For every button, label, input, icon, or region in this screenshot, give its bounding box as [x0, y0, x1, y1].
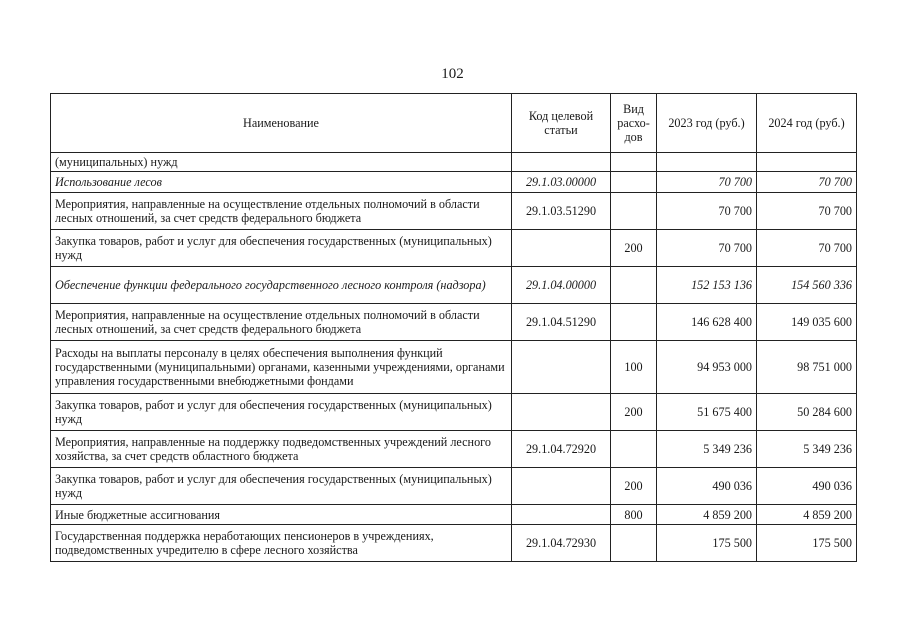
cell-kind: 800 — [611, 505, 657, 525]
cell-name: Закупка товаров, работ и услуг для обеспечения государственных (муниципальных) нужд — [51, 468, 512, 505]
cell-2023: 70 700 — [657, 193, 757, 230]
table-body — [51, 153, 857, 562]
cell-2023: 5 349 236 — [657, 431, 757, 468]
cell-2023: 94 953 000 — [657, 341, 757, 394]
cell-2024: 149 035 600 — [757, 304, 857, 341]
cell-2023: 146 628 400 — [657, 304, 757, 341]
table-row — [51, 505, 857, 525]
cell-kind — [611, 431, 657, 468]
page-number: 102 — [441, 66, 464, 82]
cell-code — [512, 505, 611, 525]
cell-2024: 98 751 000 — [757, 341, 857, 394]
table-row — [51, 153, 857, 172]
cell-name: Использование лесов — [51, 172, 512, 193]
cell-code: 29.1.03.00000 — [512, 172, 611, 193]
cell-code: 29.1.03.51290 — [512, 193, 611, 230]
cell-name: Закупка товаров, работ и услуг для обеспечения государственных (муниципальных) нужд — [51, 394, 512, 431]
cell-2023 — [657, 153, 757, 172]
table-header-row — [51, 94, 857, 153]
cell-name: Мероприятия, направленные на осуществление отдельных полномочий в области лесных отношений, за счет средств федерального бюджета — [51, 193, 512, 230]
header-kind: Вид расхо-дов — [611, 94, 657, 153]
cell-2023: 70 700 — [657, 230, 757, 267]
cell-2024: 5 349 236 — [757, 431, 857, 468]
cell-name: Государственная поддержка неработающих пенсионеров в учреждениях, подведомственных учредителю в сфере лесного хозяйства — [51, 525, 512, 562]
cell-kind — [611, 304, 657, 341]
cell-code: 29.1.04.72930 — [512, 525, 611, 562]
cell-kind — [611, 172, 657, 193]
cell-code — [512, 394, 611, 431]
cell-kind: 200 — [611, 468, 657, 505]
cell-2024 — [757, 153, 857, 172]
cell-2024: 70 700 — [757, 193, 857, 230]
cell-2024: 490 036 — [757, 468, 857, 505]
cell-kind — [611, 525, 657, 562]
cell-2023: 51 675 400 — [657, 394, 757, 431]
cell-2024: 175 500 — [757, 525, 857, 562]
header-name: Наименование — [51, 94, 512, 153]
cell-name: (муниципальных) нужд — [51, 153, 512, 172]
cell-code: 29.1.04.00000 — [512, 267, 611, 304]
cell-code — [512, 468, 611, 505]
table-row — [51, 172, 857, 193]
table-row — [51, 394, 857, 431]
cell-kind: 200 — [611, 394, 657, 431]
cell-name: Мероприятия, направленные на осуществление отдельных полномочий в области лесных отношений, за счет средств федерального бюджета — [51, 304, 512, 341]
cell-name: Закупка товаров, работ и услуг для обеспечения государственных (муниципальных) нужд — [51, 230, 512, 267]
cell-2024: 154 560 336 — [757, 267, 857, 304]
table-row — [51, 304, 857, 341]
cell-name: Расходы на выплаты персоналу в целях обеспечения выполнения функций государственными (муниципальными) органами, казенными учреждениями, органами управления государственными внебюджетными фондами — [51, 341, 512, 394]
table-row — [51, 341, 857, 394]
cell-kind: 200 — [611, 230, 657, 267]
cell-2024: 70 700 — [757, 172, 857, 193]
cell-kind — [611, 267, 657, 304]
cell-code: 29.1.04.72920 — [512, 431, 611, 468]
table-row — [51, 230, 857, 267]
cell-code: 29.1.04.51290 — [512, 304, 611, 341]
cell-2023: 4 859 200 — [657, 505, 757, 525]
cell-2024: 4 859 200 — [757, 505, 857, 525]
cell-code — [512, 230, 611, 267]
cell-kind — [611, 193, 657, 230]
header-year-2024: 2024 год (руб.) — [757, 94, 857, 153]
cell-name: Мероприятия, направленные на поддержку подведомственных учреждений лесного хозяйства, за счет средств областного бюджета — [51, 431, 512, 468]
cell-2023: 152 153 136 — [657, 267, 757, 304]
cell-kind — [611, 153, 657, 172]
table-row — [51, 525, 857, 562]
cell-2023: 175 500 — [657, 525, 757, 562]
cell-name: Иные бюджетные ассигнования — [51, 505, 512, 525]
cell-name: Обеспечение функции федерального государственного лесного контроля (надзора) — [51, 267, 512, 304]
cell-code — [512, 153, 611, 172]
table-row — [51, 267, 857, 304]
cell-code — [512, 341, 611, 394]
table-row — [51, 431, 857, 468]
budget-table — [50, 93, 857, 562]
header-year-2023: 2023 год (руб.) — [657, 94, 757, 153]
cell-2023: 490 036 — [657, 468, 757, 505]
table-row — [51, 468, 857, 505]
cell-kind: 100 — [611, 341, 657, 394]
cell-2024: 50 284 600 — [757, 394, 857, 431]
cell-2023: 70 700 — [657, 172, 757, 193]
header-code: Код целевой статьи — [512, 94, 611, 153]
cell-2024: 70 700 — [757, 230, 857, 267]
table-row — [51, 193, 857, 230]
